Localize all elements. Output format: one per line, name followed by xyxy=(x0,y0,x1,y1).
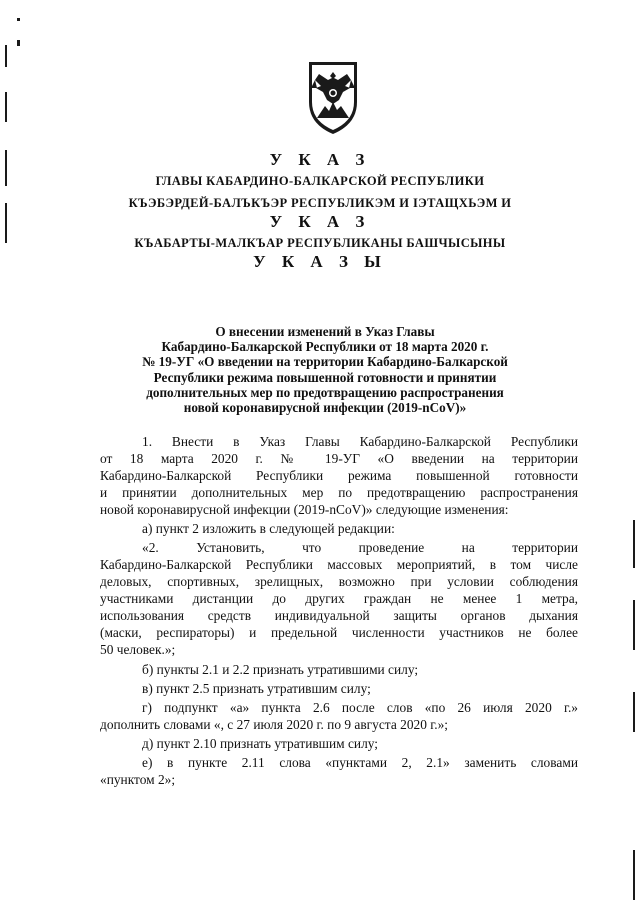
decree-title-line: № 19-УГ «О введении на территории Кабардино-Балкарской xyxy=(142,354,508,370)
item-v: в) пункт 2.5 признать утратившим силу; xyxy=(142,681,371,696)
body-line: Кабардино-Балкарской Республики режима повышенной готовности xyxy=(100,468,578,483)
quoted-line: участниками дистанции до других граждан не менее 1 метра, xyxy=(100,591,578,606)
scan-edge-mark xyxy=(5,45,7,67)
decree-title-line: О внесении изменений в Указ Главы xyxy=(215,324,435,339)
scan-edge-mark xyxy=(633,520,635,568)
head-of-republic-ru: ГЛАВЫ КАБАРДИНО-БАЛКАРСКОЙ РЕСПУБЛИКИ xyxy=(155,174,485,188)
decree-heading-kbd: У К А З xyxy=(269,212,371,231)
quoted-line: «2. Установить, что проведение на территории xyxy=(142,540,578,555)
coat-of-arms-emblem xyxy=(303,58,363,136)
item-g: г) подпункт «а» пункта 2.6 после слов «по 26 июля 2020 г.» xyxy=(142,700,578,715)
scan-edge-mark xyxy=(17,40,20,46)
quoted-line: Кабардино-Балкарской Республики массовых мероприятий, в том числе xyxy=(100,557,578,572)
scan-edge-mark xyxy=(17,18,20,21)
item-d: д) пункт 2.10 признать утратившим силу; xyxy=(142,736,379,751)
decree-subject-title xyxy=(100,324,550,415)
quoted-line: деловых, спортивных, зрелищных, возможно при условии соблюдения xyxy=(100,574,578,589)
item-g-cont: дополнить словами «, с 27 июля 2020 г. по 9 августа 2020 г.»; xyxy=(100,717,448,732)
decree-title-line: Республики режима повышенной готовности и принятии xyxy=(153,369,497,385)
item-e-cont: «пунктом 2»; xyxy=(100,772,176,787)
decree-title-line: новой коронавирусной инфекции (2019-nCoV)» xyxy=(183,400,467,416)
decree-title-line: дополнительных мер по предотвращению распространения xyxy=(146,384,504,400)
body-line: от 18 марта 2020 г. № 19-УГ «О введении на территории xyxy=(100,451,578,466)
scan-edge-mark xyxy=(5,92,7,122)
scan-edge-mark xyxy=(633,692,635,732)
decree-title-line: Кабардино-Балкарской Республики от 18 марта 2020 г. xyxy=(161,339,489,355)
quoted-line: использования средств индивидуальной защиты органов дыхания xyxy=(100,608,578,623)
quoted-line: 50 человек.»; xyxy=(100,642,176,657)
decree-heading-ru: У К А З xyxy=(269,150,371,169)
body-line: новой коронавирусной инфекции (2019-nCoV)» следующие изменения: xyxy=(100,502,509,517)
quoted-line: (маски, респираторы) и предельной численности участников не более xyxy=(100,625,578,640)
item-a: а) пункт 2 изложить в следующей редакции: xyxy=(142,521,395,536)
head-of-republic-krc: КЪАБАРТЫ-МАЛКЪАР РЕСПУБЛИКАНЫ БАШЧЫСЫНЫ xyxy=(134,236,506,250)
scan-edge-mark xyxy=(633,850,635,900)
head-of-republic-kbd: КЪЭБЭРДЕЙ-БАЛЪКЪЭР РЕСПУБЛИКЭМ И ІЭТАЩХЬЭМ И xyxy=(128,196,512,210)
scan-edge-mark xyxy=(633,600,635,650)
decree-heading-krc: У К А З Ы xyxy=(253,252,387,271)
item-e: е) в пункте 2.11 слова «пунктами 2, 2.1» заменить словами xyxy=(142,755,578,770)
item-b: б) пункты 2.1 и 2.2 признать утратившими силу; xyxy=(142,662,419,677)
body-line: и принятии дополнительных мер по предотвращению распространения xyxy=(100,485,578,500)
body-line: 1. Внести в Указ Главы Кабардино-Балкарской Республики xyxy=(142,434,578,449)
